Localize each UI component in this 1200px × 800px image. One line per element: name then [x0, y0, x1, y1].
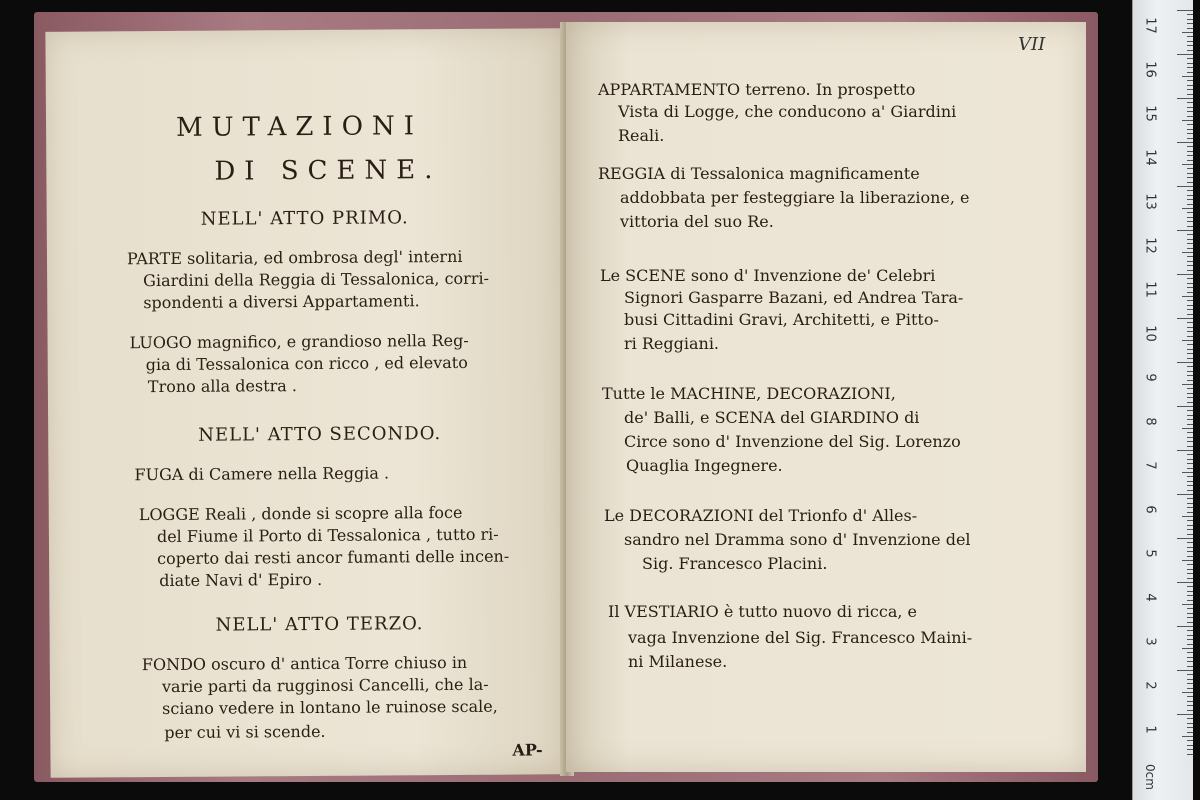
ruler-tick	[1187, 195, 1193, 196]
ruler-tick	[1187, 358, 1193, 359]
ruler-number: 14	[1142, 149, 1158, 166]
fondo-line: sciano vedere in lontano le ruinose scale,	[162, 696, 498, 719]
ruler-tick	[1187, 336, 1193, 337]
ruler-tick	[1187, 327, 1193, 328]
ruler-tick	[1187, 19, 1193, 20]
ruler-tick	[1187, 732, 1193, 733]
measurement-ruler	[1132, 0, 1193, 800]
ruler-tick	[1187, 261, 1193, 262]
ruler-tick	[1187, 454, 1193, 455]
ruler-number: 6	[1142, 505, 1158, 514]
ruler-tick	[1187, 138, 1193, 139]
ruler-tick	[1187, 529, 1193, 530]
ruler-tick	[1187, 402, 1193, 403]
ruler-tick	[1187, 613, 1193, 614]
ruler-tick	[1187, 67, 1193, 68]
ruler-tick	[1177, 274, 1193, 275]
ruler-tick	[1187, 547, 1193, 548]
ruler-tick	[1187, 503, 1193, 504]
ruler-tick	[1187, 221, 1193, 222]
ruler-number: 17	[1142, 17, 1158, 34]
parte-line: PARTE solitaria, ed ombrosa degl' interni	[126, 246, 463, 269]
left-page	[45, 28, 570, 778]
ruler-tick	[1187, 463, 1193, 464]
luogo-line: gia di Tessalonica con ricco , ed elevato	[145, 352, 468, 375]
ruler-tick	[1187, 573, 1193, 574]
ruler-tick	[1187, 371, 1193, 372]
ruler-tick	[1177, 582, 1193, 583]
ruler-tick	[1187, 265, 1193, 266]
right-page	[566, 22, 1086, 772]
ruler-tick	[1187, 375, 1193, 376]
ruler-tick	[1187, 534, 1193, 535]
ruler-tick	[1187, 124, 1193, 125]
ruler-tick	[1177, 406, 1193, 407]
ruler-tick	[1182, 208, 1193, 209]
ruler-tick	[1187, 661, 1193, 662]
vestiario-line: ni Milanese.	[628, 652, 728, 671]
ruler-tick	[1187, 701, 1193, 702]
ruler-tick	[1182, 692, 1193, 693]
ruler-tick	[1187, 146, 1193, 147]
ruler-tick	[1187, 635, 1193, 636]
ruler-tick	[1187, 226, 1193, 227]
ruler-number: 8	[1142, 417, 1158, 426]
ruler-tick	[1177, 362, 1193, 363]
ruler-tick	[1187, 133, 1193, 134]
ruler-number: 10	[1142, 325, 1158, 342]
ruler-tick	[1187, 353, 1193, 354]
ruler-tick	[1182, 736, 1193, 737]
logge-line: LOGGE Reali , donde si scopre alla foce	[138, 502, 463, 525]
ruler-tick	[1187, 102, 1193, 103]
vestiario-line: Il VESTIARIO è tutto nuovo di ricca, e	[608, 602, 918, 621]
ruler-tick	[1187, 459, 1193, 460]
ruler-tick	[1187, 199, 1193, 200]
ruler-number: 5	[1142, 549, 1158, 558]
ruler-tick	[1187, 705, 1193, 706]
ruler-tick	[1177, 186, 1193, 187]
ruler-tick	[1187, 322, 1193, 323]
ruler-tick	[1187, 243, 1193, 244]
ruler-tick	[1187, 419, 1193, 420]
ruler-tick	[1187, 666, 1193, 667]
ruler-tick	[1187, 569, 1193, 570]
ruler-tick	[1177, 494, 1193, 495]
ruler-tick	[1187, 525, 1193, 526]
ruler-tick	[1187, 85, 1193, 86]
decorazioni-line: Sig. Francesco Placini.	[642, 554, 828, 573]
ruler-tick	[1187, 366, 1193, 367]
ruler-tick	[1187, 45, 1193, 46]
ruler-tick	[1187, 481, 1193, 482]
ruler-tick	[1187, 644, 1193, 645]
ruler-tick	[1187, 683, 1193, 684]
ruler-tick	[1187, 657, 1193, 658]
ruler-tick	[1187, 94, 1193, 95]
ruler-tick	[1187, 397, 1193, 398]
machine-line: Circe sono d' Invenzione del Sig. Lorenzo	[624, 432, 961, 451]
ruler-tick	[1187, 234, 1193, 235]
reggia-line: REGGIA di Tessalonica magnificamente	[598, 164, 920, 183]
ruler-number: 7	[1142, 461, 1158, 470]
reggia-line: addobbata per festeggiare la liberazione, e	[620, 188, 970, 207]
ruler-tick	[1187, 23, 1193, 24]
ruler-tick	[1177, 538, 1193, 539]
ruler-tick	[1187, 349, 1193, 350]
catchword: AP-	[512, 740, 543, 760]
ruler-tick	[1187, 674, 1193, 675]
logge-line: coperto dai resti ancor fumanti delle incen-	[157, 546, 510, 569]
ruler-number: 1	[1142, 725, 1158, 734]
ruler-tick	[1187, 745, 1193, 746]
ruler-tick	[1187, 129, 1193, 130]
ruler-tick	[1187, 287, 1193, 288]
ruler-number: 11	[1142, 281, 1158, 298]
ruler-tick	[1187, 688, 1193, 689]
title-line-1: MUTAZIONI	[175, 111, 424, 143]
ruler-tick	[1187, 578, 1193, 579]
ruler-tick	[1187, 639, 1193, 640]
page-folio: VII	[1018, 34, 1046, 55]
ruler-tick	[1177, 142, 1193, 143]
ruler-tick	[1187, 512, 1193, 513]
ruler-tick	[1187, 591, 1193, 592]
ruler-tick	[1177, 670, 1193, 671]
ruler-number: 15	[1142, 105, 1158, 122]
ruler-tick	[1187, 718, 1193, 719]
ruler-tick	[1187, 300, 1193, 301]
ruler-tick	[1187, 507, 1193, 508]
ruler-tick	[1177, 98, 1193, 99]
ruler-tick	[1187, 292, 1193, 293]
ruler-tick	[1187, 617, 1193, 618]
ruler-tick	[1187, 72, 1193, 73]
ruler-unit-label: 0cm	[1142, 764, 1157, 790]
fondo-line: FONDO oscuro d' antica Torre chiuso in	[141, 652, 468, 675]
ruler-tick	[1187, 490, 1193, 491]
ruler-tick	[1187, 111, 1193, 112]
ruler-tick	[1182, 472, 1193, 473]
luogo-line: Trono alla destra .	[147, 376, 298, 397]
ruler-tick	[1182, 32, 1193, 33]
ruler-tick	[1187, 424, 1193, 425]
ruler-tick	[1187, 305, 1193, 306]
ruler-tick	[1187, 212, 1193, 213]
ruler-tick	[1187, 58, 1193, 59]
ruler-tick	[1187, 432, 1193, 433]
ruler-tick	[1182, 252, 1193, 253]
ruler-number: 16	[1142, 61, 1158, 78]
ruler-tick	[1187, 468, 1193, 469]
ruler-tick	[1182, 340, 1193, 341]
ruler-tick	[1187, 173, 1193, 174]
ruler-tick	[1187, 278, 1193, 279]
ruler-tick	[1187, 754, 1193, 755]
ruler-tick	[1187, 116, 1193, 117]
ruler-tick	[1182, 428, 1193, 429]
ruler-tick	[1187, 749, 1193, 750]
ruler-tick	[1187, 485, 1193, 486]
ruler-tick	[1187, 314, 1193, 315]
ruler-tick	[1187, 600, 1193, 601]
ruler-tick	[1187, 380, 1193, 381]
ruler-tick	[1187, 270, 1193, 271]
act-three-heading: NELL' ATTO TERZO.	[215, 613, 424, 636]
ruler-tick	[1177, 318, 1193, 319]
ruler-tick	[1182, 648, 1193, 649]
ruler-tick	[1187, 710, 1193, 711]
machine-line: de' Balli, e SCENA del GIARDINO di	[624, 408, 920, 427]
ruler-tick	[1187, 608, 1193, 609]
ruler-tick	[1187, 107, 1193, 108]
ruler-tick	[1187, 155, 1193, 156]
appartamento-line: Vista di Logge, che conducono a' Giardini	[618, 102, 957, 121]
ruler-tick	[1187, 595, 1193, 596]
ruler-tick	[1187, 696, 1193, 697]
fuga-line: FUGA di Camere nella Reggia .	[134, 463, 390, 485]
ruler-tick	[1187, 80, 1193, 81]
ruler-tick	[1187, 679, 1193, 680]
ruler-tick	[1187, 14, 1193, 15]
ruler-tick	[1187, 393, 1193, 394]
machine-line: Quaglia Ingegnere.	[626, 456, 783, 475]
ruler-tick	[1187, 556, 1193, 557]
ruler-tick	[1187, 204, 1193, 205]
ruler-tick	[1187, 586, 1193, 587]
ruler-tick	[1187, 28, 1193, 29]
act-two-heading: NELL' ATTO SECONDO.	[198, 423, 442, 446]
ruler-number: 13	[1142, 193, 1158, 210]
ruler-tick	[1187, 309, 1193, 310]
parte-line: spondenti a diversi Appartamenti.	[143, 291, 420, 313]
decorazioni-line: Le DECORAZIONI del Trionfo d' Alles-	[604, 506, 918, 525]
ruler-tick	[1177, 10, 1193, 11]
ruler-tick	[1177, 626, 1193, 627]
ruler-tick	[1187, 441, 1193, 442]
ruler-tick	[1177, 714, 1193, 715]
scene-line: ri Reggiani.	[624, 334, 720, 353]
ruler-tick	[1187, 182, 1193, 183]
ruler-tick	[1187, 168, 1193, 169]
machine-line: Tutte le MACHINE, DECORAZIONI,	[602, 384, 896, 403]
scene-line: Signori Gasparre Bazani, ed Andrea Tara-	[624, 288, 964, 307]
ruler-tick	[1187, 652, 1193, 653]
vestiario-line: vaga Invenzione del Sig. Francesco Maini-	[628, 628, 973, 647]
ruler-tick	[1187, 217, 1193, 218]
ruler-tick	[1187, 542, 1193, 543]
ruler-tick	[1187, 415, 1193, 416]
act-one-heading: NELL' ATTO PRIMO.	[200, 207, 409, 230]
ruler-number: 2	[1142, 681, 1158, 690]
ruler-tick	[1182, 164, 1193, 165]
decorazioni-line: sandro nel Dramma sono d' Invenzione del	[624, 530, 971, 549]
appartamento-line: APPARTAMENTO terreno. In prospetto	[598, 80, 916, 99]
reggia-line: vittoria del suo Re.	[620, 212, 774, 231]
ruler-tick	[1187, 622, 1193, 623]
ruler-tick	[1187, 723, 1193, 724]
ruler-number: 3	[1142, 637, 1158, 646]
ruler-tick	[1187, 256, 1193, 257]
ruler-tick	[1187, 190, 1193, 191]
ruler-tick	[1187, 160, 1193, 161]
ruler-tick	[1187, 41, 1193, 42]
ruler-tick	[1187, 89, 1193, 90]
ruler-tick	[1187, 551, 1193, 552]
ruler-tick	[1187, 564, 1193, 565]
ruler-tick	[1187, 498, 1193, 499]
ruler-tick	[1187, 344, 1193, 345]
luogo-line: LUOGO magnifico, e grandioso nella Reg-	[129, 330, 469, 353]
ruler-tick	[1182, 604, 1193, 605]
appartamento-line: Reali.	[618, 126, 665, 145]
logge-line: diate Navi d' Epiro .	[159, 569, 323, 591]
ruler-tick	[1187, 437, 1193, 438]
ruler-tick	[1187, 727, 1193, 728]
ruler-tick	[1187, 36, 1193, 37]
logge-line: del Fiume il Porto di Tessalonica , tutto ri-	[156, 524, 499, 547]
ruler-tick	[1187, 248, 1193, 249]
parte-line: Giardini della Reggia di Tessalonica, corri-	[143, 268, 490, 291]
fondo-line: varie parti da rugginosi Cancelli, che la-	[161, 674, 489, 697]
ruler-tick	[1187, 740, 1193, 741]
ruler-number: 4	[1142, 593, 1158, 602]
ruler-tick	[1187, 331, 1193, 332]
scene-line: busi Cittadini Gravi, Architetti, e Pitto-	[624, 310, 939, 329]
ruler-tick	[1187, 239, 1193, 240]
ruler-tick	[1177, 450, 1193, 451]
fondo-line: per cui vi si scende.	[164, 721, 326, 743]
ruler-tick	[1187, 410, 1193, 411]
ruler-tick	[1187, 630, 1193, 631]
ruler-tick	[1182, 296, 1193, 297]
ruler-number: 12	[1142, 237, 1158, 254]
ruler-tick	[1187, 446, 1193, 447]
ruler-tick	[1187, 50, 1193, 51]
ruler-number: 9	[1142, 373, 1158, 382]
ruler-tick	[1187, 520, 1193, 521]
ruler-tick	[1187, 151, 1193, 152]
ruler-tick	[1182, 120, 1193, 121]
ruler-tick	[1182, 384, 1193, 385]
ruler-tick	[1187, 283, 1193, 284]
title-line-2: DI SCENE.	[214, 155, 442, 187]
ruler-tick	[1182, 76, 1193, 77]
ruler-tick	[1187, 388, 1193, 389]
ruler-tick	[1187, 63, 1193, 64]
ruler-tick	[1182, 516, 1193, 517]
ruler-tick	[1177, 230, 1193, 231]
ruler-tick	[1177, 54, 1193, 55]
ruler-tick	[1187, 177, 1193, 178]
scene-line: Le SCENE sono d' Invenzione de' Celebri	[600, 266, 936, 285]
ruler-tick	[1182, 560, 1193, 561]
ruler-tick	[1187, 476, 1193, 477]
